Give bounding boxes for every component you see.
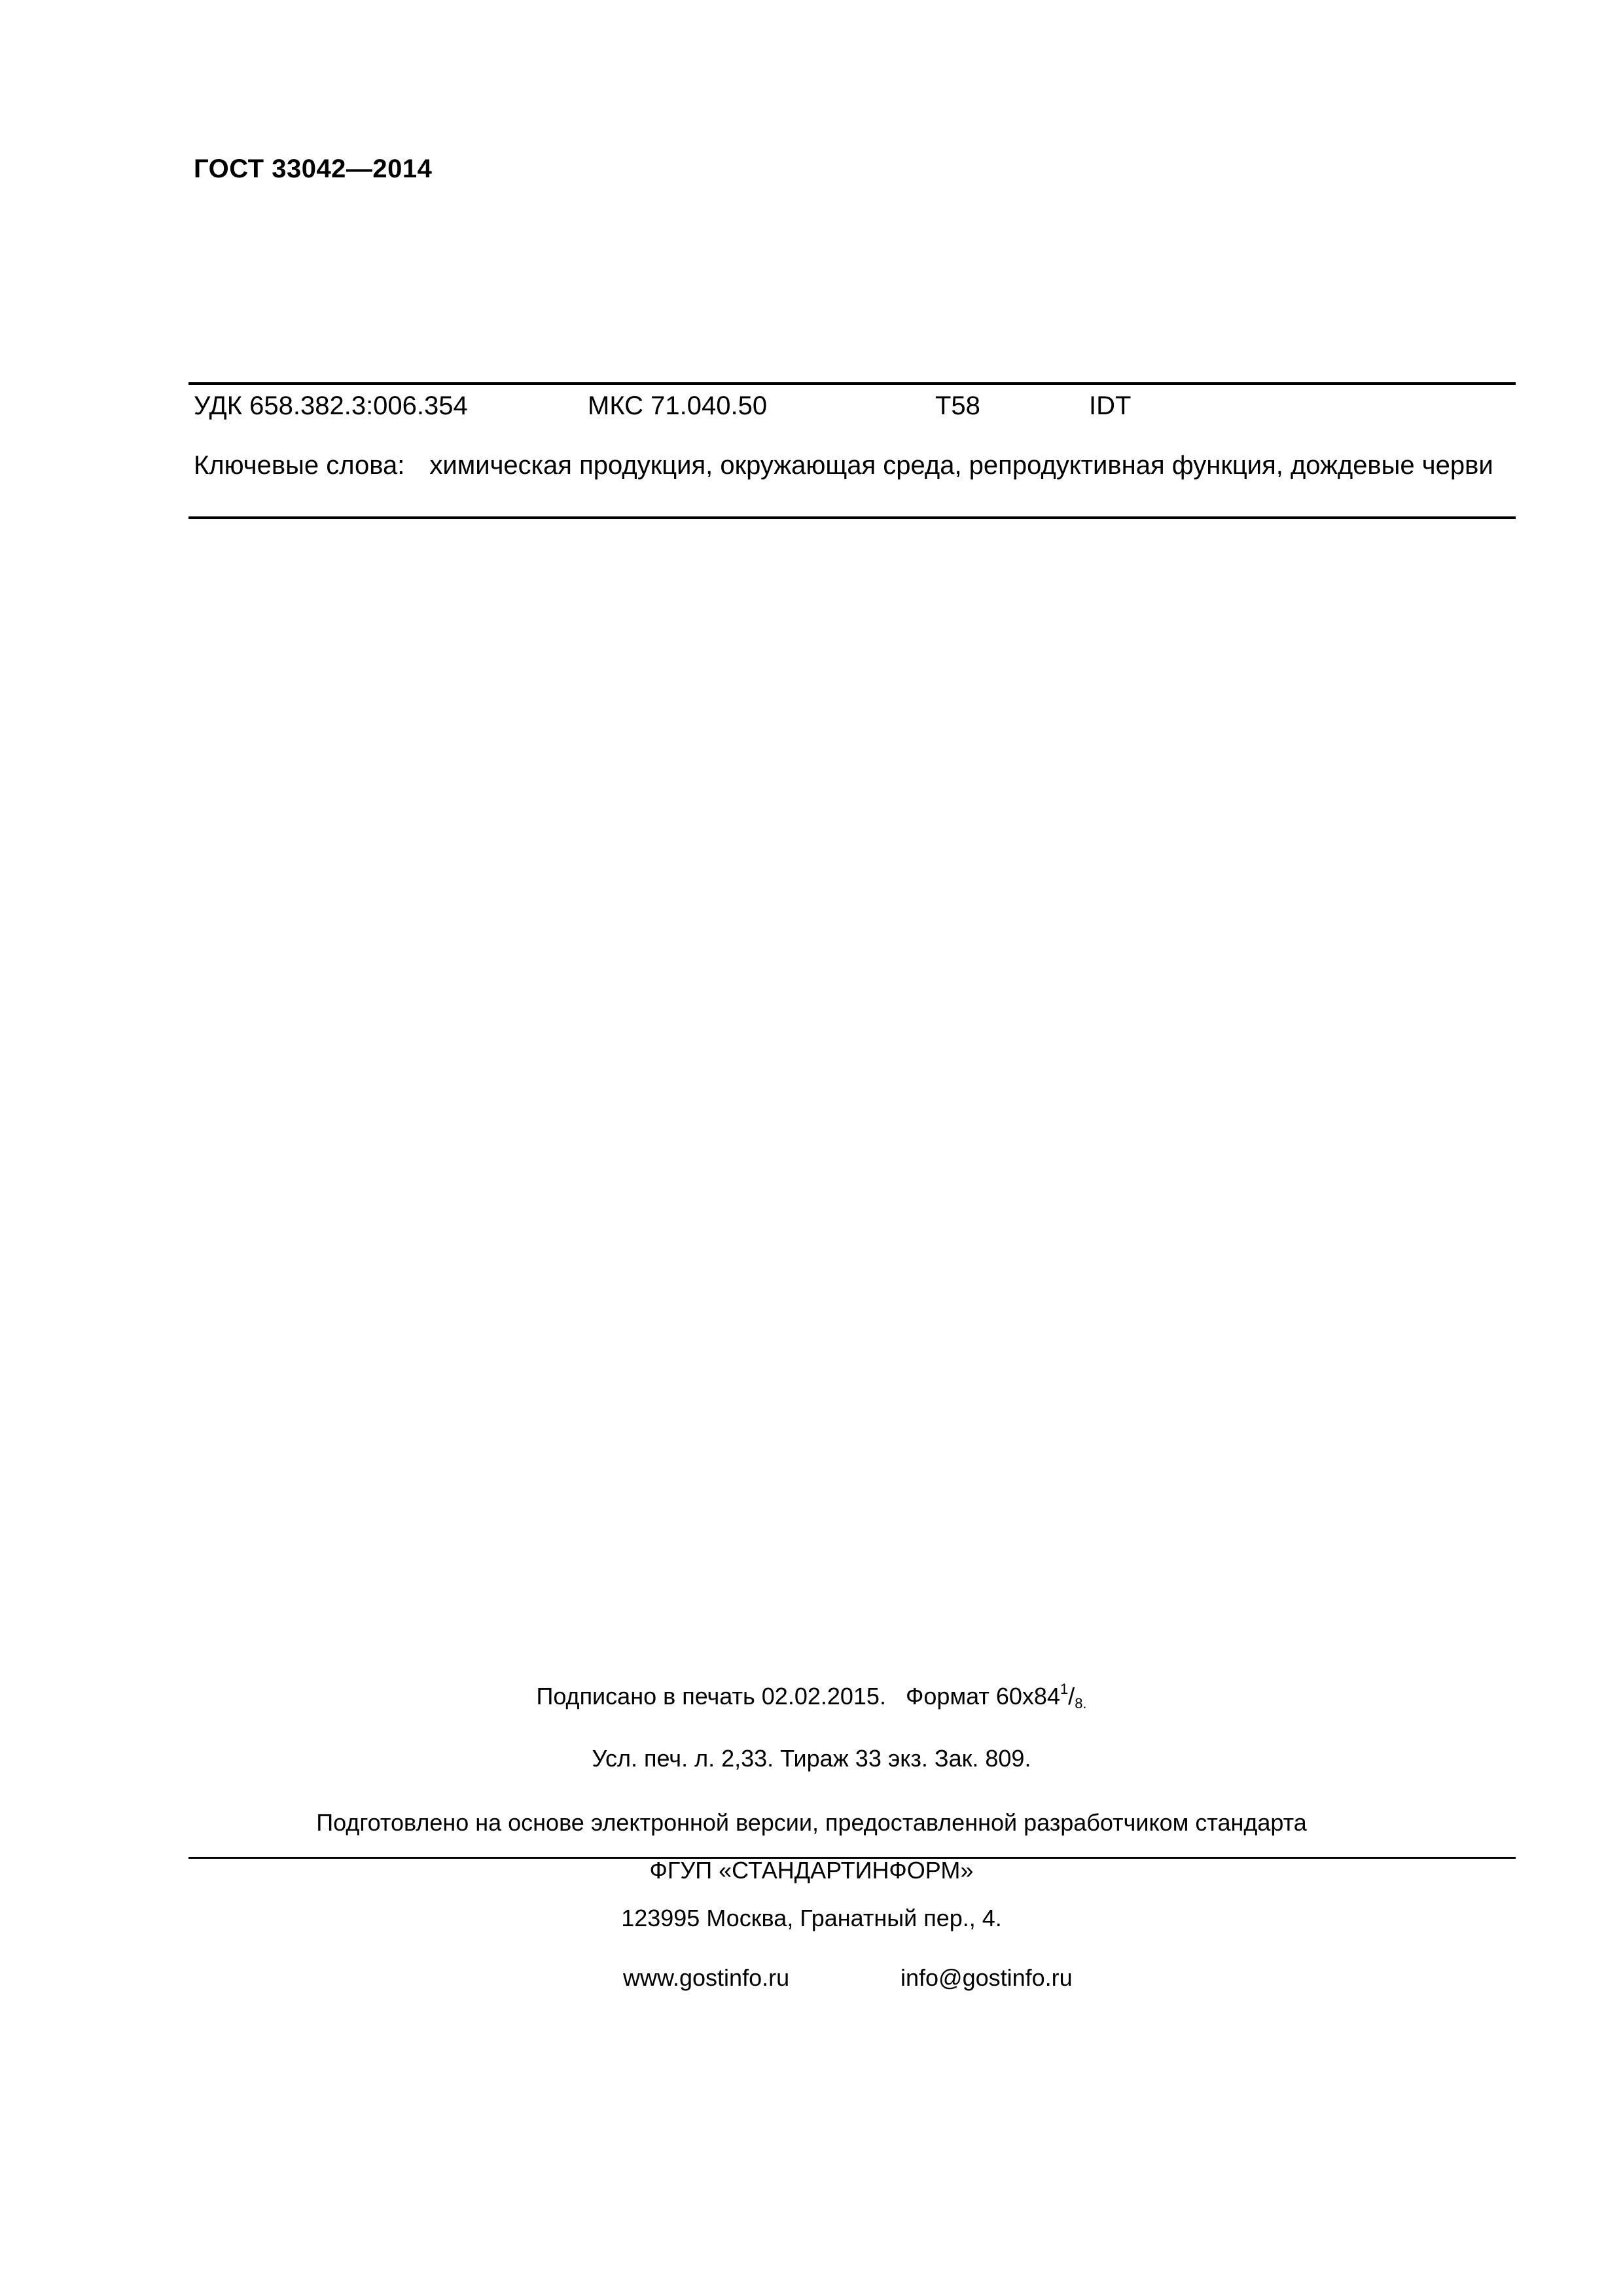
- format-numerator: 1: [1060, 1681, 1069, 1697]
- equivalence-degree: IDT: [1089, 391, 1132, 420]
- keywords-text: химическая продукция, окружающая среда, репродуктивная функция, дождевые черви: [429, 451, 1493, 480]
- classification-row: [0, 387, 1623, 424]
- okc-code: Т58: [935, 391, 980, 420]
- format-denominator: 8.: [1075, 1695, 1087, 1712]
- top-rule: [188, 382, 1516, 385]
- website-link[interactable]: www.gostinfo.ru: [623, 1964, 790, 1991]
- print-sheets-line: Усл. печ. л. 2,33. Тираж 33 экз. Зак. 809.: [592, 1745, 1031, 1772]
- keywords-bottom-rule: [188, 516, 1516, 519]
- prepared-note: Подготовлено на основе электронной версии, предоставленной разработчиком стандарта: [316, 1809, 1307, 1836]
- publisher-contacts: [0, 1962, 1623, 1994]
- publisher-name: ФГУП «СТАНДАРТИНФОРМ»: [649, 1857, 974, 1884]
- mks-code: МКС 71.040.50: [588, 391, 768, 420]
- keywords-block: [194, 449, 1512, 482]
- format-label: Формат 60x84: [905, 1683, 1060, 1710]
- publisher-address: 123995 Москва, Гранатный пер., 4.: [621, 1905, 1002, 1931]
- email-link[interactable]: info@gostinfo.ru: [901, 1964, 1073, 1991]
- format-slash: /: [1068, 1683, 1075, 1710]
- print-signed-line: [0, 1680, 1623, 1713]
- udk-code: УДК 658.382.3:006.354: [194, 391, 468, 420]
- standard-code-header: ГОСТ 33042—2014: [194, 154, 433, 183]
- signed-date: Подписано в печать 02.02.2015.: [536, 1683, 886, 1710]
- keywords-label: Ключевые слова:: [194, 451, 405, 480]
